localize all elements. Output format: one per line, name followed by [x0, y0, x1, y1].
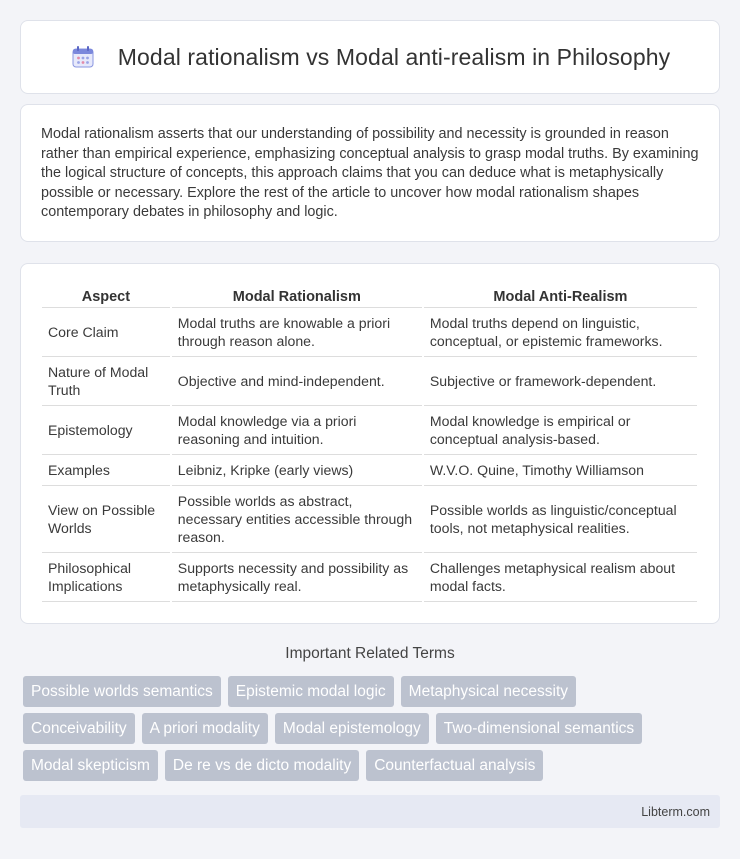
header-modal-rationalism: Modal Rationalism	[172, 284, 422, 308]
row-rationalism: Possible worlds as abstract, necessary entities accessible through reason.	[172, 486, 422, 553]
tag-metaphysical-necessity[interactable]: Metaphysical necessity	[401, 676, 576, 707]
row-aspect: Nature of Modal Truth	[42, 357, 170, 406]
table-row	[42, 357, 697, 406]
row-anti-realism: Challenges metaphysical realism about modal facts.	[424, 553, 697, 602]
row-anti-realism: Modal knowledge is empirical or conceptual analysis-based.	[424, 406, 697, 455]
row-rationalism: Supports necessity and possibility as metaphysically real.	[172, 553, 422, 602]
row-rationalism: Leibniz, Kripke (early views)	[172, 455, 422, 486]
tag-a-priori-modality[interactable]: A priori modality	[142, 713, 268, 744]
row-aspect: Core Claim	[42, 308, 170, 357]
row-aspect: Philosophical Implications	[42, 553, 170, 602]
comparison-card	[20, 263, 720, 624]
comparison-table	[40, 284, 699, 602]
tag-possible-worlds-semantics[interactable]: Possible worlds semantics	[23, 676, 221, 707]
tag-conceivability[interactable]: Conceivability	[23, 713, 135, 744]
tag-de-re-vs-de-dicto[interactable]: De re vs de dicto modality	[165, 750, 359, 781]
row-anti-realism: W.V.O. Quine, Timothy Williamson	[424, 455, 697, 486]
related-terms-list	[23, 676, 723, 787]
tag-row	[23, 676, 723, 707]
table-row	[42, 308, 697, 357]
calendar-icon	[70, 44, 96, 70]
row-aspect: Examples	[42, 455, 170, 486]
footer	[20, 795, 720, 828]
tag-modal-epistemology[interactable]: Modal epistemology	[275, 713, 429, 744]
row-rationalism: Objective and mind-independent.	[172, 357, 422, 406]
header-card	[20, 20, 720, 94]
tag-two-dimensional-semantics[interactable]: Two-dimensional semantics	[436, 713, 642, 744]
table-row	[42, 406, 697, 455]
row-aspect: Epistemology	[42, 406, 170, 455]
tag-row	[23, 750, 723, 781]
table-row	[42, 455, 697, 486]
tag-row	[23, 713, 723, 744]
row-anti-realism: Subjective or framework-dependent.	[424, 357, 697, 406]
row-rationalism: Modal truths are knowable a priori through reason alone.	[172, 308, 422, 357]
header-aspect: Aspect	[42, 284, 170, 308]
intro-card	[20, 104, 720, 242]
table-header-row	[42, 284, 697, 308]
page-title: Modal rationalism vs Modal anti-realism in Philosophy	[117, 43, 671, 70]
tag-epistemic-modal-logic[interactable]: Epistemic modal logic	[228, 676, 394, 707]
tag-counterfactual-analysis[interactable]: Counterfactual analysis	[366, 750, 543, 781]
row-anti-realism: Modal truths depend on linguistic, conceptual, or epistemic frameworks.	[424, 308, 697, 357]
tag-modal-skepticism[interactable]: Modal skepticism	[23, 750, 158, 781]
table-row	[42, 553, 697, 602]
footer-site-link[interactable]: Libterm.com	[641, 804, 710, 819]
row-rationalism: Modal knowledge via a priori reasoning and intuition.	[172, 406, 422, 455]
related-terms-title: Important Related Terms	[285, 645, 455, 662]
header-modal-anti-realism: Modal Anti-Realism	[424, 284, 697, 308]
table-row	[42, 486, 697, 553]
row-aspect: View on Possible Worlds	[42, 486, 170, 553]
row-anti-realism: Possible worlds as linguistic/conceptual tools, not metaphysical realities.	[424, 486, 697, 553]
intro-paragraph: Modal rationalism asserts that our understanding of possibility and necessity is grounded in reason rather than empirical experience, emphasizing conceptual analysis to grasp modal truths. By examining the logical structure of concepts, this approach claims that you can deduce what is metaphysically possible or necessary. Explore the rest of the article to uncover how modal rationalism shapes contemporary debates in philosophy and logic.	[41, 126, 699, 220]
